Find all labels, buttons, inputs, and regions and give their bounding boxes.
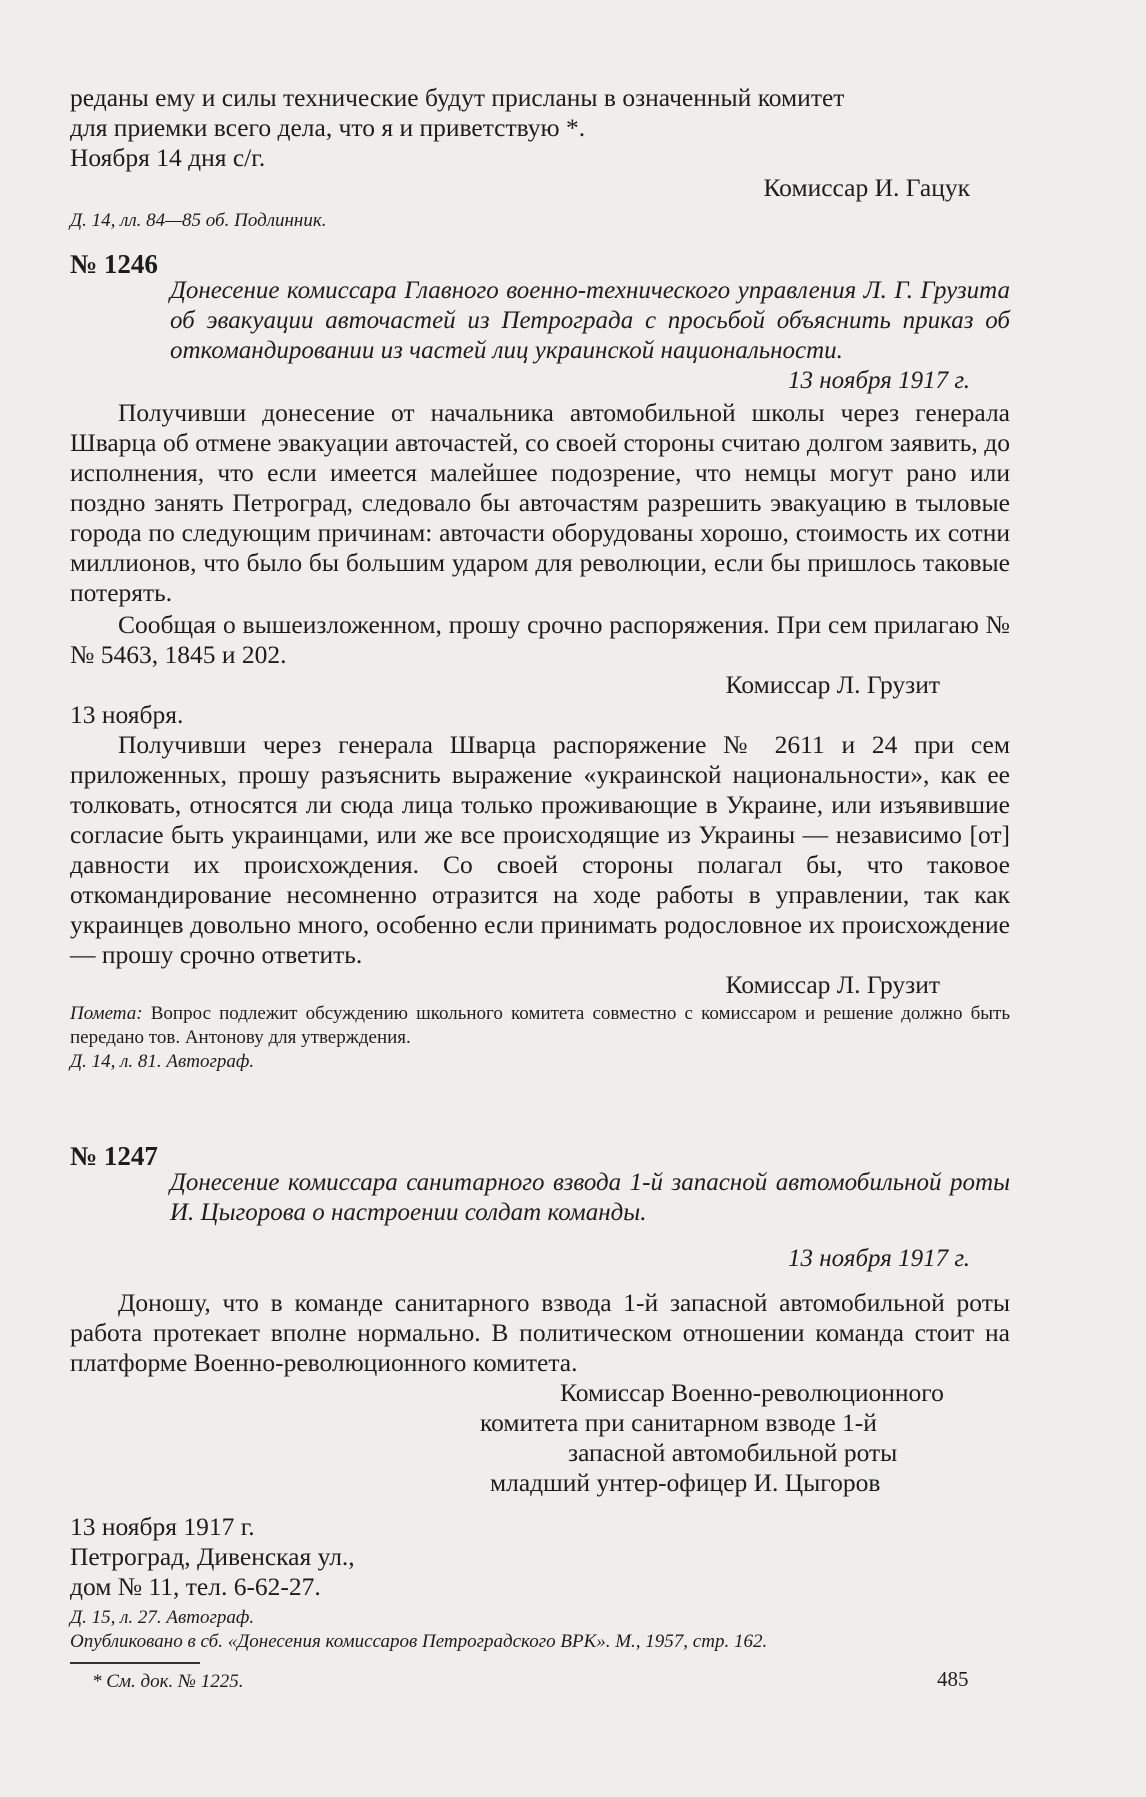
paragraph-2: Сообщая о вышеизложенном, прошу срочно распоряжения. При сем прилагаю №№ 5463, 1845 и 202. xyxy=(70,610,1010,669)
document-number: № 1247 xyxy=(70,1141,158,1171)
document-date: 13 ноября 1917 г. xyxy=(788,367,970,394)
signature-gruzit-2: Комиссар Л. Грузит xyxy=(725,970,940,999)
paragraph-3: Получивши через генерала Шварца распоряжение № 2611 и 24 при сем приложенных, прошу разъяснить выражение «украинской национальности», как ее толковать, относятся ли сюда лица только проживающие в Украине, или изъявившие согласие быть украинцами, или же все происходящие из Украины — независимо [от] давности их происхождения. Со своей стороны полагал бы, что таковое откомандирование несомненно отразится на ходе работы в управлении, так как украинцев довольно много, особенно если принимать родословное их происхождение — прошу срочно ответить. xyxy=(70,730,1010,969)
signature-line-1: Комиссар Военно-революционного xyxy=(560,1378,944,1407)
signature-line-2: комитета при санитарном взводе 1-й xyxy=(480,1408,877,1437)
continuation-line-3: Ноября 14 дня с/г. xyxy=(70,143,266,172)
document-heading: Донесение комиссара санитарного взвода 1-й запасной автомобильной роты И. Цыгорова о настроении солдат команды. xyxy=(170,1169,1010,1226)
signature-gatsuk: Комиссар И. Гацук xyxy=(763,173,970,202)
document-heading: Донесение комиссара Главного военно-технического управления Л. Г. Грузита об эвакуации авточастей из Петрограда с просьбой объяснить приказ об откомандировании из частей лиц украинской национальности. xyxy=(170,277,1010,364)
address-line-1: 13 ноября 1917 г. xyxy=(70,1512,255,1541)
note-label: Помета: xyxy=(70,1003,143,1024)
document-date: 13 ноября 1917 г. xyxy=(788,1245,970,1272)
publication-note: Опубликовано в сб. «Донесения комиссаров Петроградского ВРК». М., 1957, стр. 162. xyxy=(70,1631,768,1652)
footnote: * См. док. № 1225. xyxy=(92,1670,244,1692)
continuation-line-2: для приемки всего дела, что я и приветствую *. xyxy=(70,113,586,142)
continuation-line-1: реданы ему и силы технические будут присланы в означенный комитет xyxy=(70,83,845,112)
paragraph-1: Доношу, что в команде санитарного взвода 1-й запасной автомобильной роты работа протекает вполне нормально. В политическом отношении команда стоит на платформе Военно-революционного комитета. xyxy=(70,1288,1010,1377)
signature-line-3: запасной автомобильной роты xyxy=(568,1438,898,1467)
document-1247 xyxy=(70,1140,1010,1694)
address-line-3: дом № 11, тел. 6-62-27. xyxy=(70,1572,321,1601)
continuation-block xyxy=(70,83,1010,233)
signature-block xyxy=(480,1378,1010,1498)
page-number: 485 xyxy=(937,1667,969,1691)
source-note: Д. 14, л. 81. Автограф. xyxy=(70,1051,255,1072)
signature-gruzit-1: Комиссар Л. Грузит xyxy=(725,670,940,699)
document-1246 xyxy=(70,248,1010,1074)
signature-line-4: младший унтер-офицер И. Цыгоров xyxy=(490,1468,881,1497)
date-line: 13 ноября. xyxy=(70,700,184,729)
source-note: Д. 15, л. 27. Автограф. xyxy=(70,1607,255,1628)
footnote-divider xyxy=(70,1662,200,1664)
paragraph-1: Получивши донесение от начальника автомобильной школы через генерала Шварца об отмене эвакуации авточастей, со своей стороны считаю долгом заявить, до исполнения, что если имеется малейшее подозрение, что немцы могут рано или поздно занять Петроград, следовало бы авточастям разрешить эвакуацию в тыловые города по следующим причинам: авточасти оборудованы хорошо, стоимость их сотни миллионов, что было бы большим ударом для революции, если бы пришлось таковые потерять. xyxy=(70,398,1010,607)
source-note: Д. 14, лл. 84—85 об. Подлинник. xyxy=(70,210,327,231)
address-block xyxy=(70,1512,1010,1602)
document-number: № 1246 xyxy=(70,249,158,279)
address-line-2: Петроград, Дивенская ул., xyxy=(70,1542,355,1571)
annotation-note xyxy=(70,1002,1010,1050)
note-text: Вопрос подлежит обсуждению школьного комитета совместно с комиссаром и решение должно быть передано тов. Антонову для утверждения. xyxy=(70,1003,1011,1048)
